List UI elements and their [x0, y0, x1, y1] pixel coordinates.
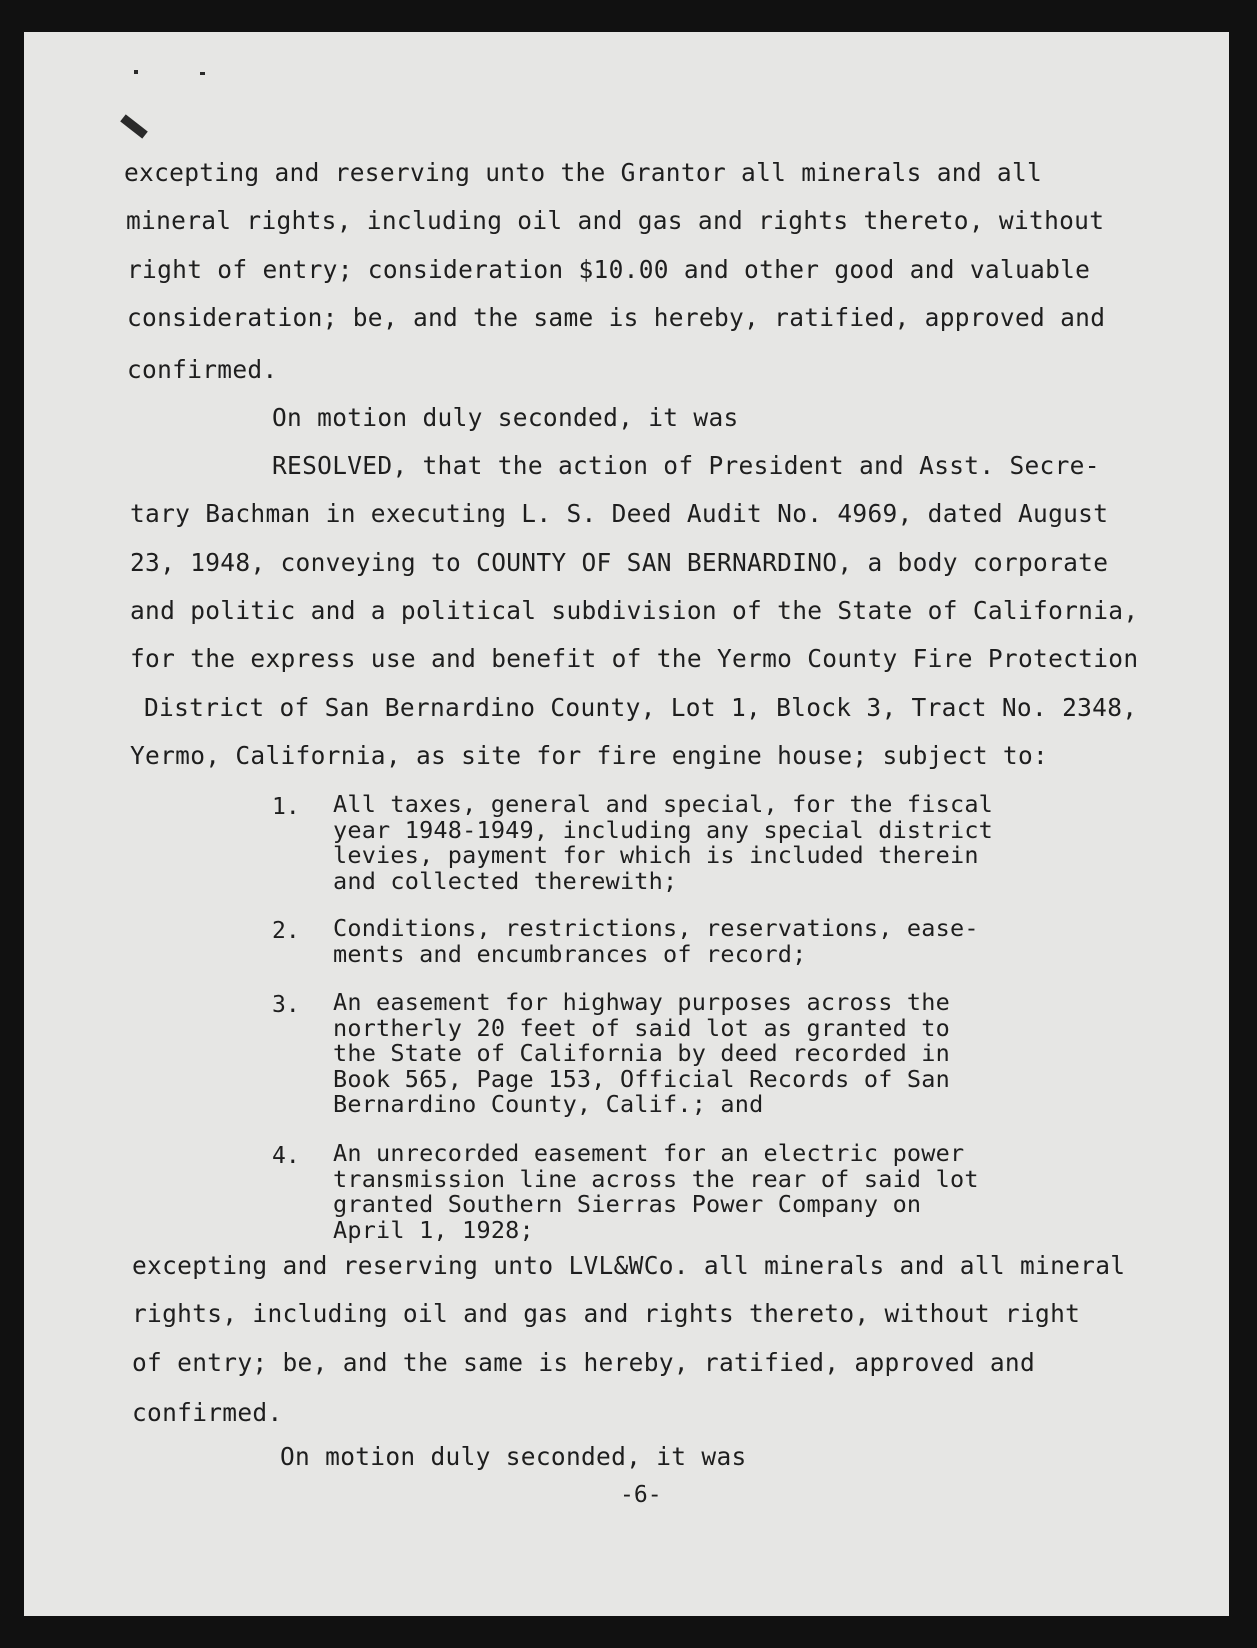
resolution-line: 23, 1948, conveying to COUNTY OF SAN BERNARDINO, a body corporate [130, 548, 1109, 577]
stray-dot [200, 72, 205, 75]
motion-line: On motion duly seconded, it was [272, 403, 739, 432]
paragraph-line: confirmed. [127, 355, 278, 384]
resolution-line: District of San Bernardino County, Lot 1, Block 3, Tract No. 2348, [144, 693, 1138, 722]
motion-line: On motion duly seconded, it was [280, 1442, 747, 1471]
paragraph-line: mineral rights, including oil and gas and rights thereto, without [126, 206, 1105, 235]
paragraph-line: consideration; be, and the same is hereby, ratified, approved and [127, 303, 1106, 332]
resolution-line: tary Bachman in executing L. S. Deed Audit No. 4969, dated August [130, 499, 1109, 528]
paragraph-line: confirmed. [132, 1398, 283, 1427]
paragraph-line: of entry; be, and the same is hereby, ratified, approved and [132, 1348, 1036, 1377]
condition-number: 2. [272, 918, 300, 944]
condition-number: 4. [272, 1143, 300, 1169]
paragraph-line: excepting and reserving unto LVL&WCo. all minerals and all mineral [132, 1251, 1126, 1280]
page-number: -6- [620, 1482, 662, 1508]
paragraph-line: right of entry; consideration $10.00 and other good and valuable [127, 255, 1091, 284]
resolution-line: Yermo, California, as site for fire engine house; subject to: [130, 741, 1049, 770]
resolution-line: and politic and a political subdivision of the State of California, [130, 596, 1139, 625]
condition-text: An easement for highway purposes across the northerly 20 feet of said lot as granted to the State of California by deed recorded in Book 565, Page 153, Official Records of San Bernardino County, Calif.; and [333, 988, 950, 1118]
resolution-line: for the express use and benefit of the Yermo County Fire Protection [130, 644, 1139, 673]
resolution-line: RESOLVED, that the action of President and Asst. Secre- [272, 451, 1100, 480]
condition-text: All taxes, general and special, for the fiscal year 1948-1949, including any special district levies, payment for which is included therein and collected therewith; [333, 790, 994, 895]
condition-text: Conditions, restrictions, reservations, ease- ments and encumbrances of record; [333, 914, 979, 968]
condition-text: An unrecorded easement for an electric power transmission line across the rear of said lot granted Southern Sierras Power Company on April 1, 1928; [333, 1139, 979, 1244]
paragraph-line: rights, including oil and gas and rights thereto, without right [132, 1299, 1081, 1328]
condition-number: 1. [272, 794, 300, 820]
stray-dot [134, 70, 138, 74]
paragraph-line: excepting and reserving unto the Grantor all minerals and all [124, 158, 1043, 187]
condition-number: 3. [272, 992, 300, 1018]
document-page [24, 32, 1229, 1616]
punch-mark [120, 114, 148, 138]
